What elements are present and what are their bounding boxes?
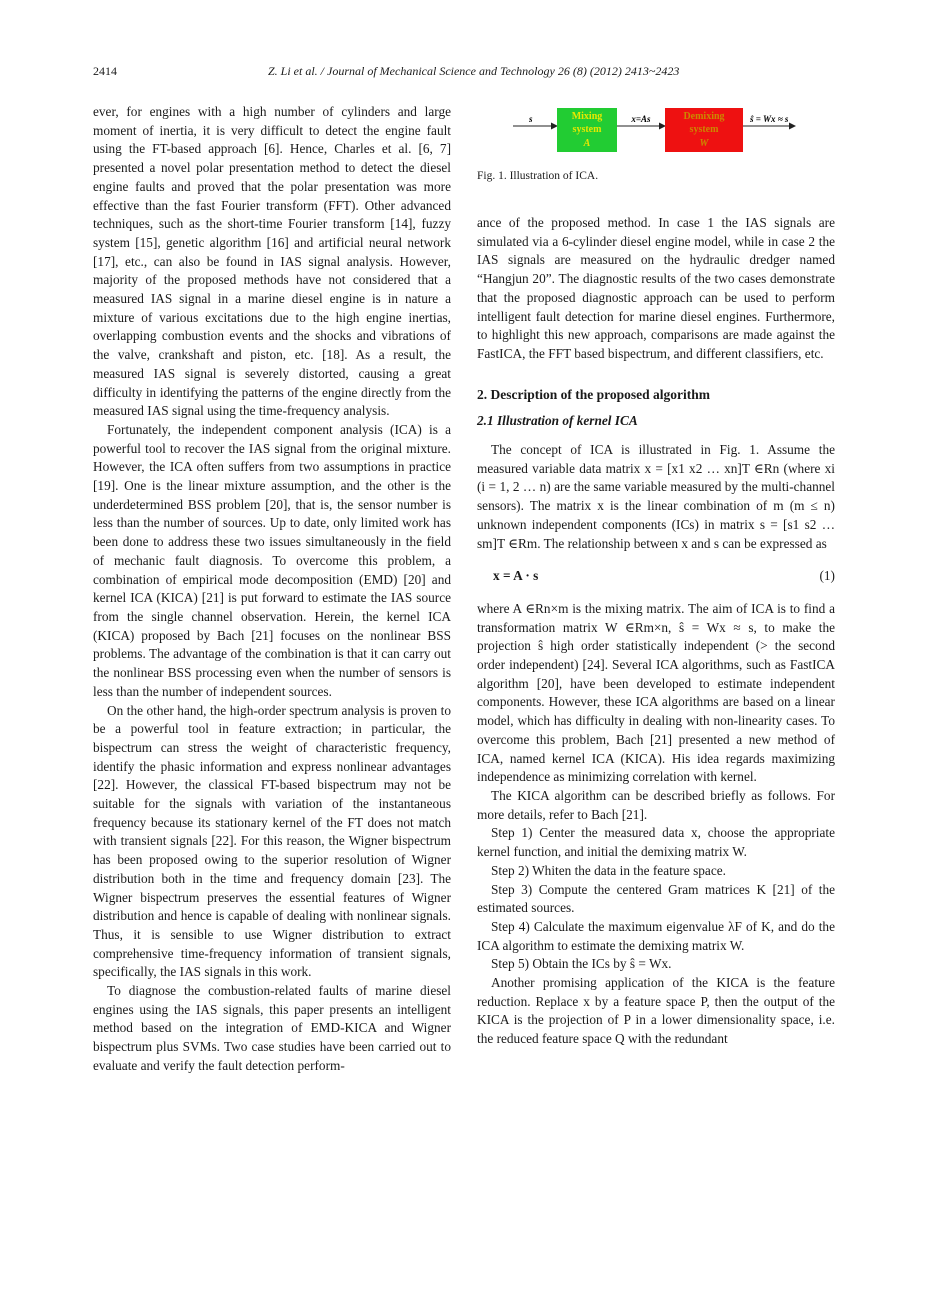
paragraph: ance of the proposed method. In case 1 the IAS signals are simulated via a 6-cylinder diesel engine model, while in case 2 the IAS signals are measured on the hydraulic dredger named “Hangjun 20”. The diagnostic results of the two cases demonstrate that the proposed diagnostic approach can be used to perform intelligent fault detection for marine diesel engines. Furthermore, to highlight this new approach, comparisons are made against the FastICA, the FFT based bispectrum, and different classifiers, etc. [477, 215, 835, 361]
mixture-label: x=As [631, 114, 651, 124]
paragraph: ever, for engines with a high number of cylinders and large moment of inertia, it is very difficult to detect the engine fault using the FT-based approach [6]. Hence, Charles et al. [6, 7] presented a novel polar presentation method to detect the diesel engine faults and proved that the polar presentation was more effective than the fast Fourier transform (FFT). Other advanced techniques, such as the short-time Fourier transform [14], fuzzy system [15], genetic algorithm [16] and artificial neural network [17], etc., can also be found in IAS signal analysis. However, majority of the proposed methods have not considered that a measured IAS signal in a marine diesel engine is in nature a mixture of various excitations due to the high engine inertias, overlapping combustion events and the shocks and vibrations of the valve, crankshaft and piston, etc. [18]. As a result, the measured IAS signal is severely distorted, causing a great difficulty in identifying the patterns of the engine directly from the measured IAS signal using the time-frequency analysis. [93, 104, 451, 419]
paragraph: To diagnose the combustion-related faults of marine diesel engines using the IAS signals, this paper presents an intelligent method based on the integration of EMD-KICA and Wigner bispectrum plus SVMs. Two case studies have been carried out to evaluate and verify the fault detection perform- [93, 983, 451, 1073]
demixing-label-2: system [689, 124, 719, 135]
subsection-title: 2.1 Illustration of kernel ICA [477, 413, 638, 429]
paragraph: Another promising application of the KICA is the feature reduction. Replace x by a feature space P, then the output of the KICA is the projection of P in a lower dimensionality space, i.e. the reduced feature space Q with the redundant [477, 975, 835, 1047]
ica-diagram [477, 104, 835, 164]
input-label: s [529, 114, 533, 124]
equation-1 [477, 567, 835, 586]
step-1: Step 1) Center the measured data x, choose the appropriate kernel function, and initial the demixing matrix W. [477, 825, 835, 860]
step-3: Step 3) Compute the centered Gram matrices K [21] of the estimated sources. [477, 881, 835, 916]
paragraph: The KICA algorithm can be described briefly as follows. For more details, refer to Bach [21]. [477, 787, 835, 822]
journal-title: Z. Li et al. / Journal of Mechanical Science and Technology 26 (8) (2012) 2413~2423 [268, 64, 680, 78]
equation-number: (1) [819, 568, 835, 584]
paragraph: Fortunately, the independent component analysis (ICA) is a powerful tool to recover the IAS signal from the original mixture. However, the ICA often suffers from two assumptions in practice [19]. One is the linear mixture assumption, and the other is the underdetermined BSS problem [20], that is, the sensor number is less than the number of sources. Up to date, only limited work has been done to address these two issues simultaneously in the field of mechanic fault diagnosis. To overcome this problem, a combination of empirical mode decomposition (EMD) [20] and kernel ICA (KICA) [21] is put forward to estimate the IAS source from the single channel observation. Herein, the kernel ICA (KICA) proposed by Bach [21] focuses on the nonlinear BSS problems. The advantage of the combination is that it can carry out the nonlinear BSS processing even when the number of sensors is less than the number of independent sources. [93, 421, 451, 699]
mixing-label-1: Mixing [571, 111, 603, 122]
paragraph: The concept of ICA is illustrated in Fig. 1. Assume the measured variable data matrix x = [x1 x2 … xn]T ∈Rn (where xi (i = 1, 2 … n) are the same variable measured by the multi-channel sensors). The matrix x is the linear combination of m (m ≤ n) unknown independent components (ICs) in matrix s = [s1 s2 … sm]T ∈Rm. The relationship between x and s can be expressed as [477, 442, 835, 551]
paragraph: where A ∈Rn×m is the mixing matrix. The aim of ICA is to find a transformation matrix W ∈Rm×n, ŝ = Wx ≈ s, to make the projection ŝ high order statistically independent (> the second order independent) [24]. Several ICA algorithms, such as FastICA algorithm [20], have been developed to estimate independent components. However, these ICA algorithms are based on a linear model, which has difficulty in dealing with non-linearity cases. To overcome this problem, Bach [21] presented a new method of ICA, named kernel ICA (KICA). His idea regards maximizing independence as minimizing correlation with kernel. [477, 600, 835, 785]
figure-caption: Fig. 1. Illustration of ICA. [477, 170, 599, 182]
page-number: 2414 [93, 64, 117, 78]
output-label: ŝ = Wx ≈ s [750, 114, 789, 124]
paragraph: On the other hand, the high-order spectrum analysis is proven to be a powerful tool in feature extraction; in particular, the bispectrum can stress the weight of characteristic frequency, identify the phasic information and express nonlinear advantages [22]. However, the classical FT-based bispectrum may not be suitable for the signals with variation of the instantaneous frequency because its stationary kernel of the FT does not match with transient signals [22]. For this reason, the Wigner bispectrum has been proposed owing to the superior resolution of Wigner distribution both in the time and frequency domain [23]. The Wigner bispectrum preserves the essential features of Wigner distribution and hence is capable of dealing with nonlinear signals. Thus, it is sensible to use Wigner distribution to extract comprehensive time-frequency information of transient signals, specifically, the IAS signals in this work. [93, 702, 451, 980]
section-title: 2. Description of the proposed algorithm [477, 386, 710, 402]
step-5: Step 5) Obtain the ICs by ŝ = Wx. [491, 956, 672, 972]
right-column [477, 214, 835, 1049]
page-header [0, 64, 925, 84]
mixing-label-2: system [572, 124, 602, 135]
left-column [93, 103, 451, 1076]
mixing-label-3: A [583, 138, 591, 149]
demixing-label-3: W [699, 138, 709, 149]
equation-body: x = A · s [493, 568, 539, 584]
step-4: Step 4) Calculate the maximum eigenvalue λF of K, and do the ICA algorithm to estimate the demixing matrix W. [477, 918, 835, 953]
step-2: Step 2) Whiten the data in the feature space. [491, 862, 726, 878]
demixing-label-1: Demixing [683, 111, 725, 122]
